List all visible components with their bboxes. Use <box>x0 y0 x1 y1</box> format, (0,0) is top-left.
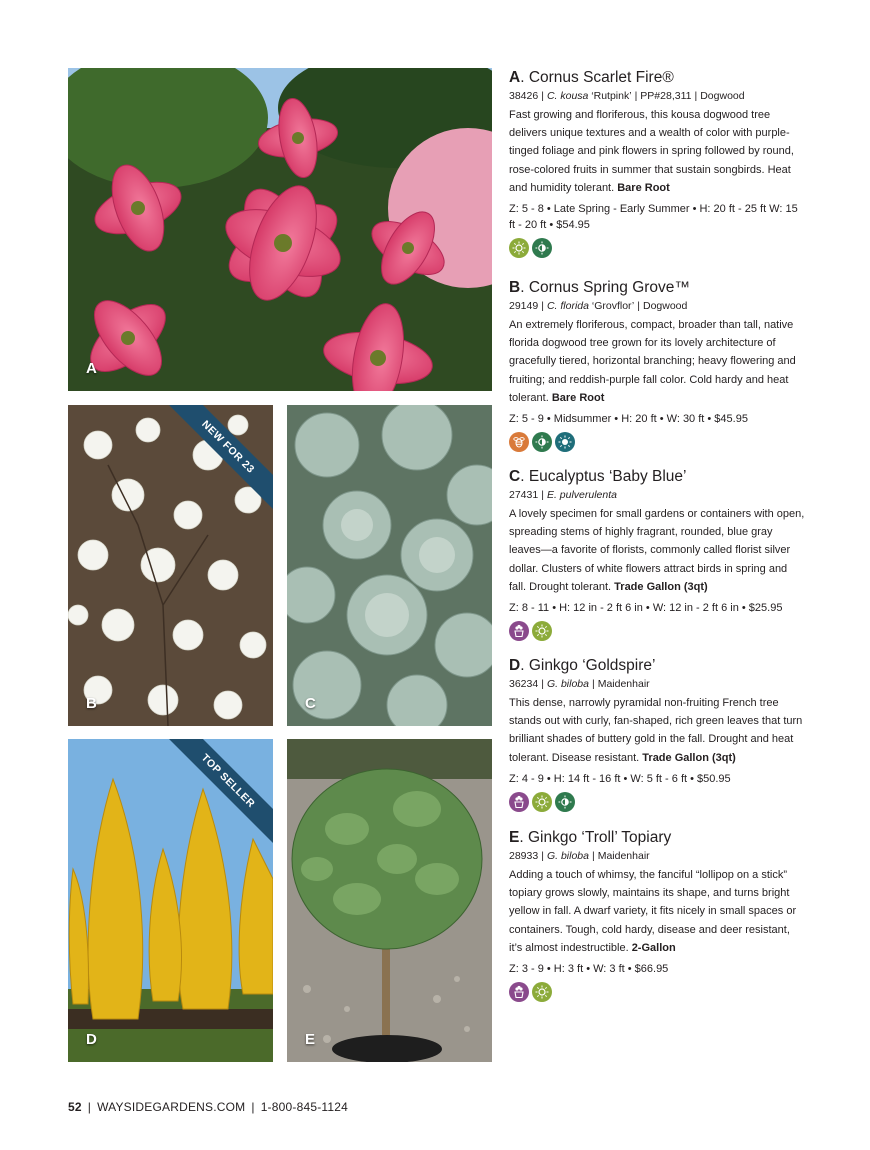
container-icon <box>509 621 529 641</box>
entry-name: . Ginkgo ‘Troll’ Topiary <box>519 829 672 846</box>
entry-a <box>509 68 805 258</box>
entry-title <box>509 656 805 675</box>
photo-label: A <box>86 360 97 377</box>
photo-cornus-scarlet-fire <box>68 68 492 391</box>
botanical-name: C. florida <box>546 300 589 312</box>
ribbon-top-seller-label: TOP SELLER <box>159 739 273 850</box>
product-form: Trade Gallon (3qt) <box>642 751 736 764</box>
part-shade-icon <box>532 432 552 452</box>
full-sun-icon <box>509 238 529 258</box>
entry-title <box>509 68 805 87</box>
website-link[interactable]: WAYSIDEGARDENS.COM <box>97 1100 246 1114</box>
cultivar-name: ‘Rutpink’ <box>588 90 632 102</box>
attribute-icons <box>509 432 805 452</box>
photo-eucalyptus-baby-blue <box>287 405 492 726</box>
container-icon <box>509 982 529 1002</box>
entry-c <box>509 467 805 641</box>
photo-label: E <box>305 1031 316 1048</box>
entry-meta: 38426 | C. kousa ‘Rutpink’ | PP#28,311 | Dogwood <box>509 90 745 102</box>
entry-letter: E <box>509 829 520 846</box>
common-name: Maidenhair <box>597 678 650 690</box>
entry-d <box>509 656 805 812</box>
entry-name: . Cornus Spring Grove™ <box>520 279 690 296</box>
entry-description: This dense, narrowly pyramidal non-fruiting French tree stands out with curly, fan-shaped, rich green leaves that turn brilliant shades of buttery gold in the fall. Drought and heat tolerant. Disease resistant. Trade Gallon (3qt) <box>509 697 803 764</box>
product-form: 2-Gallon <box>631 941 676 954</box>
full-sun-icon <box>532 982 552 1002</box>
phone-number[interactable]: 1-800-845-1124 <box>260 1100 348 1114</box>
product-form: Trade Gallon (3qt) <box>614 580 708 593</box>
entry-description: An extremely floriferous, compact, broader than tall, native florida dogwood tree grown for its lovely architecture of gracefully tiered, horizontal branching; heavy flowering and fruiting; and reddish-purple fall color. Cold hardy and heat tolerant. Bare Root <box>509 319 796 404</box>
attribute-icons <box>509 238 805 258</box>
entry-letter: C <box>509 468 521 485</box>
botanical-name: E. pulverulenta <box>546 489 617 501</box>
item-number: 36234 <box>509 678 539 690</box>
attribute-icons <box>509 982 805 1002</box>
attribute-icons <box>509 621 805 641</box>
entry-specs: Z: 8 - 11 • H: 12 in - 2 ft 6 in • W: 12 in - 2 ft 6 in • $25.95 <box>509 602 783 615</box>
full-sun-icon <box>555 432 575 452</box>
photo-label: C <box>305 695 316 712</box>
entry-letter: B <box>509 279 521 296</box>
entry-specs: Z: 3 - 9 • H: 3 ft • W: 3 ft • $66.95 <box>509 963 669 976</box>
cultivar-name: ‘Grovflor’ <box>588 300 635 312</box>
entry-specs: Z: 5 - 9 • Midsummer • H: 20 ft • W: 30 ft • $45.95 <box>509 413 748 426</box>
common-name: Dogwood <box>700 90 745 102</box>
part-shade-icon <box>532 238 552 258</box>
entry-name: . Ginkgo ‘Goldspire’ <box>520 657 656 674</box>
entry-title <box>509 278 805 297</box>
item-number: 28933 <box>509 850 539 862</box>
entry-title <box>509 467 805 486</box>
photo-ginkgo-goldspire <box>68 739 273 1062</box>
entry-name: . Cornus Scarlet Fire® <box>520 69 674 86</box>
product-form: Bare Root <box>551 391 605 404</box>
product-form: Bare Root <box>617 181 670 194</box>
entry-name: . Eucalyptus ‘Baby Blue’ <box>520 468 687 485</box>
entry-title <box>509 828 805 847</box>
part-shade-icon <box>555 792 575 812</box>
common-name: Maidenhair <box>597 850 650 862</box>
botanical-name: G. biloba <box>546 678 589 690</box>
photo-label: B <box>86 695 97 712</box>
item-number: 29149 <box>509 300 539 312</box>
photo-cornus-spring-grove <box>68 405 273 726</box>
entry-meta: 29149 | C. florida ‘Grovflor’ | Dogwood <box>509 300 688 312</box>
patent-number: PP#28,311 <box>640 90 692 102</box>
botanical-name: G. biloba <box>546 850 589 862</box>
container-icon <box>509 792 529 812</box>
entry-letter: A <box>509 69 521 86</box>
item-number: 38426 <box>509 90 539 102</box>
page-footer: 52 | WAYSIDEGARDENS.COM | 1-800-845-1124 <box>68 1100 348 1114</box>
photo-ginkgo-troll-topiary <box>287 739 492 1062</box>
pollinator-icon <box>509 432 529 452</box>
entry-meta: 27431 | E. pulverulenta <box>509 489 617 501</box>
ribbon-new <box>153 405 273 525</box>
page-number: 52 <box>68 1100 82 1114</box>
entry-description: Adding a touch of whimsy, the fanciful “lollipop on a stick” topiary grows slowly, maintains its shape, and turns bright yellow in fall. A dwarf variety, it fits nicely in small spaces or containers. Tough, cold hardy, disease and deer resistant, it’s almost indestructible. 2-Gallon <box>509 869 797 954</box>
entry-description: Fast growing and floriferous, this kousa dogwood tree delivers unique textures and a wealth of color with purple-tinged foliage and pink flowers in spring followed by round, rose-colored fruits in summer that sustain songbirds. Heat and humidity tolerant. Bare Root <box>509 109 794 194</box>
entry-b <box>509 278 805 452</box>
entry-specs: Z: 4 - 9 • H: 14 ft - 16 ft • W: 5 ft - 6 ft • $50.95 <box>509 772 731 785</box>
entry-meta: 28933 | G. biloba | Maidenhair <box>509 850 650 862</box>
common-name: Dogwood <box>643 300 688 312</box>
entry-letter: D <box>509 657 521 674</box>
attribute-icons <box>509 792 805 812</box>
full-sun-icon <box>532 792 552 812</box>
entry-meta: 36234 | G. biloba | Maidenhair <box>509 678 650 690</box>
ribbon-new-label: NEW FOR 23 <box>159 405 273 516</box>
entry-e <box>509 828 805 1002</box>
botanical-name: C. kousa <box>546 90 589 102</box>
ribbon-top-seller <box>153 739 273 859</box>
photo-label: D <box>86 1031 97 1048</box>
entry-specs: Z: 5 - 8 • Late Spring - Early Summer • H: 20 ft - 25 ft W: 15 ft - 20 ft • $54.95 <box>509 203 798 232</box>
full-sun-icon <box>532 621 552 641</box>
item-number: 27431 <box>509 489 539 501</box>
entry-description: A lovely specimen for small gardens or containers with open, spreading stems of highly fragrant, rounded, blue gray leaves—a favorite of florists, commonly called florist silver dollar. Clusters of white flowers attract birds in spring and fall. Drought tolerant. Trade Gallon (3qt) <box>509 508 805 593</box>
